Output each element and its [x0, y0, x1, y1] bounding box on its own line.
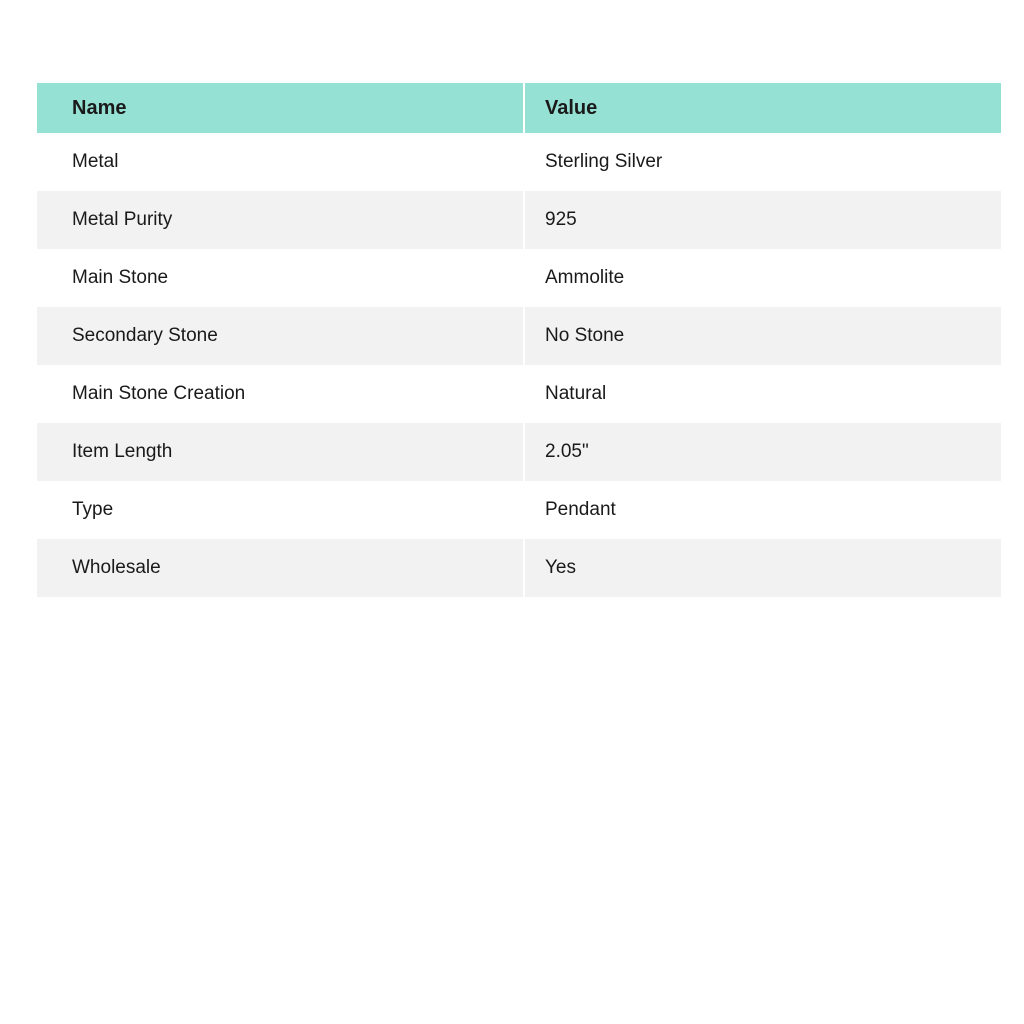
header-row — [37, 83, 1001, 133]
table-row — [37, 191, 1001, 249]
table-row — [37, 133, 1001, 191]
attribute-value-cell: 2.05" — [523, 423, 1001, 481]
column-header-value: Value — [523, 83, 1001, 133]
table-row — [37, 423, 1001, 481]
table-row — [37, 481, 1001, 539]
column-header-name: Name — [37, 83, 523, 133]
attribute-value-cell: Sterling Silver — [523, 133, 1001, 191]
attribute-value-cell: Ammolite — [523, 249, 1001, 307]
attributes-table — [37, 83, 1001, 597]
table-row — [37, 249, 1001, 307]
attribute-name-cell: Metal — [37, 133, 523, 191]
attribute-name-cell: Secondary Stone — [37, 307, 523, 365]
attribute-name-cell: Metal Purity — [37, 191, 523, 249]
attribute-value-cell: Pendant — [523, 481, 1001, 539]
table-body — [37, 133, 1001, 597]
attribute-name-cell: Type — [37, 481, 523, 539]
attribute-name-cell: Wholesale — [37, 539, 523, 597]
attribute-name-cell: Main Stone Creation — [37, 365, 523, 423]
table-row — [37, 307, 1001, 365]
attribute-value-cell: 925 — [523, 191, 1001, 249]
attribute-value-cell: No Stone — [523, 307, 1001, 365]
attribute-name-cell: Main Stone — [37, 249, 523, 307]
table-row — [37, 539, 1001, 597]
table-row — [37, 365, 1001, 423]
attribute-value-cell: Natural — [523, 365, 1001, 423]
table-header — [37, 83, 1001, 133]
attribute-name-cell: Item Length — [37, 423, 523, 481]
attribute-value-cell: Yes — [523, 539, 1001, 597]
